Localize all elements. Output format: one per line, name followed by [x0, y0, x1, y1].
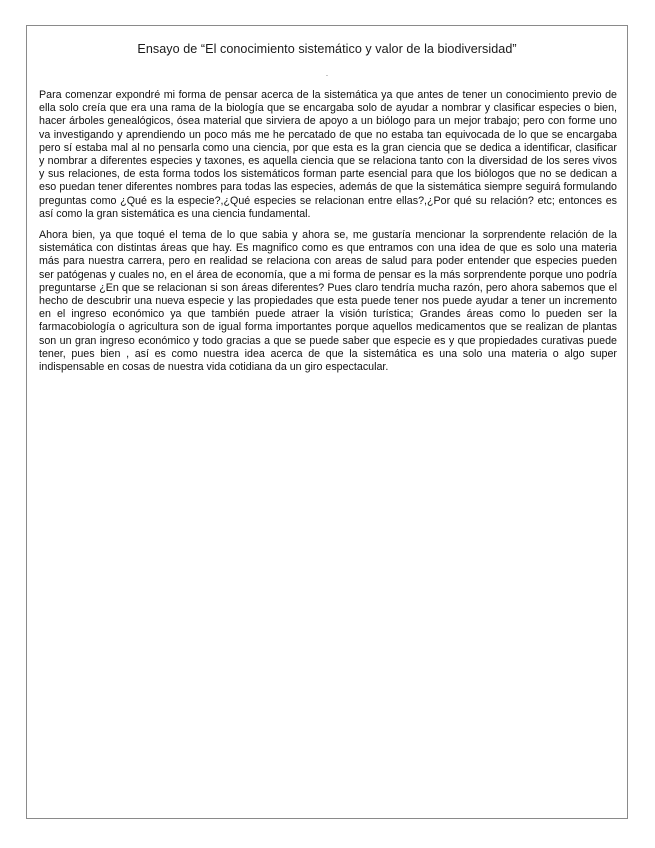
paragraph-1: Para comenzar expondré mi forma de pensar acerca de la sistemática ya que antes de tener un conocimiento previo de ella solo creía que era una rama de la biología que se encargaba solo de ayudar a nombrar y clasificar especies o bien, hacer árboles genealógicos, ósea material que sirviera de apoyo a un biólogo para un mejor trabajo; pero con forme uno va investigando y aprendiendo un poco más me he percatado de que no estaba tan equivocada de lo que se encargaba pero sí estaba mal al no pensarla como una ciencia, por que esta es la gran ciencia que se dedica a identificar, clasificar y nombrar a diferentes especies y taxones, es aquella ciencia que se relaciona tanto con la diversidad de los seres vivos y sus relaciones, de esta forma todos los sistemáticos forman parte esencial para que los biólogos que no se dedican a eso puedan tener diferentes nombres para todas las especies, además de que la sistemática siempre seguirá formulando preguntas como ¿Qué es la especie?,¿Qué especies se relacionan entre ellas?,¿Por qué su relación? etc; entonces es así como la gran sistemática es una ciencia fundamental.	[39, 89, 617, 220]
title-separator: .	[325, 69, 329, 78]
document-title: Ensayo de “El conocimiento sistemático y valor de la biodiversidad”	[137, 42, 517, 56]
document-page	[26, 25, 628, 819]
document-body	[39, 89, 617, 382]
paragraph-2: Ahora bien, ya que toqué el tema de lo que sabia y ahora se, me gustaría mencionar la sorprendente relación de la sistemática con distintas áreas que hay. Es magnifico como es que entramos con una idea de que es solo una materia más para nuestra carrera, pero en realidad se relaciona con areas de salud para poder entender que especies pueden ser patógenas y cuales no, en el área de economía, que a mi forma de pensar es la más sorprendente porque uno podría preguntarse ¿En que se relacionan si son áreas diferentes? Pues claro tendría mucha razón, pero ahora sabemos que el hecho de descubrir una nueva especie y las propiedades que esta puede tener nos puede ayudar a tener un incremento en el ingreso económico ya que también puede atraer la visión turística; Grandes áreas como lo pueden ser la farmacobiología o agricultura son de igual forma importantes porque aquellos medicamentos que se realizan de plantas son un gran ingreso económico y todo gracias a que se puede saber que especie es y que propiedades curativas puede tener, pues bien , así es como nuestra idea acerca de que la sistemática es una solo una materia o algo super indispensable en cosas de nuestra vida cotidiana da un giro espectacular.	[39, 229, 617, 374]
